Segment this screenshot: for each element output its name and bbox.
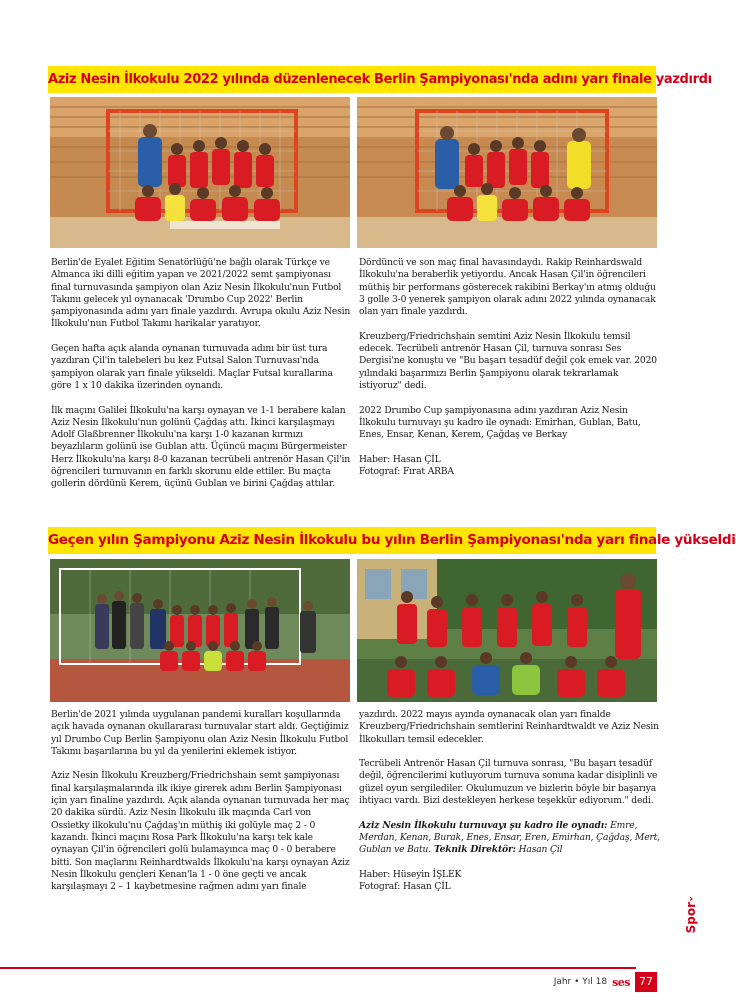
news-credit: Haber: Hasan ÇİL [359,454,441,465]
section2-paragraph: Tecrübeli Antrenör Hasan Çil turnuva sonrası, "Bu başarı tesadüf değil, öğrencilerimi kutluyorum turnuva sonuna kadar disiplinli ve güzel oyun sergilediler. Okulumuzun ve bizlerin böyle bir başarıya ihtiyacı vardı. Bizi destekleyen herkese teşekkür ediyorum." dedi. [359,759,658,807]
section2-left-column [51,709,351,893]
side-arrow-icon: › [688,892,694,905]
footer-rule [0,967,636,969]
coach-name: Hasan Çil [515,845,563,856]
section1-headline: Aziz Nesin İlkokulu 2022 yılında düzenlenecek Berlin Şampiyonası'nda adını yarı finale yazdırdı [48,66,656,93]
squad-names: Emre, Merdan, Kenan, Burak, Enes, Ensar, Eren, Emirhan, Çağdaş, Mert, Gublan ve Batu. [359,820,660,856]
section1-paragraph: İlk maçını Galilei İlkokulu'na karşı oynayan ve 1-1 berabere kalan Aziz Nesin İlkokulu'nun golünü Çağdaş attı. İkinci karşılaşmayı Adolf Glaßbrenner İlkokulu'na karşı 1-0 kazanan kırmızı beyazlıların golünü ise Gublan attı. Üçüncü maçını Bürgermeister Herz İlkokulu'na karşı 8-0 kazanan tecrübeli antrenör Hasan Çil'in öğrencileri turnuvanın en farklı skorunu elde ettiler. Bu maçta gollerin dördünü Kerem, üçünü Gublan ve birini Çağdaş attılar. [51,405,350,490]
section2-headline: Geçen yılın Şampiyonu Aziz Nesin İlkokulu bu yılın Berlin Şampiyonası'nda yarı finale yükseldi [48,527,656,554]
section1-paragraph: Kreuzberg/Friedrichshain semtini Aziz Nesin İlkokulu temsil edecek. Tecrübeli antrenör Hasan Çil, turnuva sonrası Ses Dergisi'ne konuştu ve "Bu başarı tesadüf değil çok emek var. 2020 yılındaki başarımızı Berlin Şampiyonu olarak tekrarlamak istiyoruz" dedi. [359,331,657,391]
coach-label: Teknik Direktör: [430,844,516,856]
page-number: 77 [635,972,657,992]
ses-logo: ses [612,975,630,989]
team-photo-outdoor-1 [50,559,350,702]
publication-year: Jahr • Yıl 18 [553,977,608,987]
photo-credit: Fotograf: Fırat ARBA [359,467,454,478]
page-footer [554,972,657,992]
section1-paragraph: Berlin'de Eyalet Eğitim Senatörlüğü'ne bağlı olarak Türkçe ve Almanca iki dilli eğitim yapan ve 2021/2022 semt şampiyonası final turnuvasında şampiyon olan Aziz Nesin İlkokulu'nun Futbol Takımı gelecek yıl oynanacak 'Drumbo Cup 2022' Berlin şampiyonasında adını yarı finale yazdırdı. Avrupa okulu Aziz Nesin İlkokulu'nun Futbol Takımı harikalar yaratıyor. [51,258,351,330]
section1-paragraph: Geçen hafta açık alanda oynanan turnuvada adını bir üst tura yazdıran Çil'in talebeleri bu kez Futsal Salon Turnuvası'nda şampiyon olarak yarı finale yükseldi. Maçlar Futsal kurallarına göre 1 x 10 dakika üzerinden oynandı. [51,344,333,391]
photo-credit: Fotograf: Hasan ÇİL [359,882,451,893]
section2-right-column [359,709,664,893]
section2-paragraph: yazdırdı. 2022 mayıs ayında oynanacak olan yarı finalde Kreuzberg/Friedrichshain semtlerini Reinhardtwaldt ve Aziz Nesin İlkokulları temsil edecekler. [359,710,659,745]
team-photo-gym-2 [357,97,657,248]
squad-label: Aziz Nesin İlkokulu turnuvayı şu kadro ile oynadı: [359,819,608,831]
section1-right-column [359,257,659,478]
section2-paragraph: Berlin'de 2021 yılında uygulanan pandemi kuralları koşullarında açık havada oynanan okullararası turnuvalar start aldı. Geçtiğimiz yıl Drumbo Cup Berlin Şampiyonu olan Aziz Nesin İlkokulu Futbol Takımı başarılarına bu yıl da yenilerini eklemek istiyor. [51,710,349,757]
team-photo-outdoor-2 [357,559,657,702]
news-credit: Haber: Hüseyin İŞLEK [359,869,462,880]
team-photo-gym-1 [50,97,350,248]
squad-list [359,820,664,857]
section1-paragraph: Dördüncü ve son maç final havasındaydı. Rakip Reinhardswald İlkokulu'na beraberlik yetiyordu. Ancak Hasan Çil'in öğrencileri müthiş bir performans gösterecek rakibini Berkay'ın atmış olduğu 3 golle 3-0 yenerek şampiyon olarak adını 2022 yılında oynanacak olan yarı finale yazdırdı. [359,258,656,318]
section-tab-spor: Spor [684,902,698,934]
section1-paragraph: 2022 Drumbo Cup şampiyonasına adını yazdıran Aziz Nesin İlkokulu turnuvayı şu kadro ile oynadı: Emirhan, Gublan, Batu, Enes, Ensar, Kenan, Kerem, Çağdaş ve Berkay [359,405,641,441]
section1-left-column [51,257,351,491]
section2-paragraph: Aziz Nesin İlkokulu Kreuzberg/Friedrichshain semt şampiyonası final karşılaşmalarında ilk ikiye girerek adını Berlin Şampiyonası için yarı finaline yazdırdı. Açık alanda oynanan turnuvada her maç 20 dakika sürdü. Aziz Nesin İlkokulu ilk maçında Carl von Ossietky ilkokulu'nu Çağdaş'ın müthiş iki golüyle maç 2 - 0 kazandı. İkinci maçını Rosa Park İlkokulu'na karşı tek kale oynayan Çil'in öğrencileri golü bulamayınca maç 0 - 0 berabere bitti. Son maçlarını Reinhardtwalds İlkokulu'na karşı oynayan Aziz Nesin İlkokulu gençleri Kenan'la 1 - 0 öne geçti ve ancak karşılaşmayı 2 – 1 kaybetmesine rağmen adını yarı finale [51,771,350,893]
